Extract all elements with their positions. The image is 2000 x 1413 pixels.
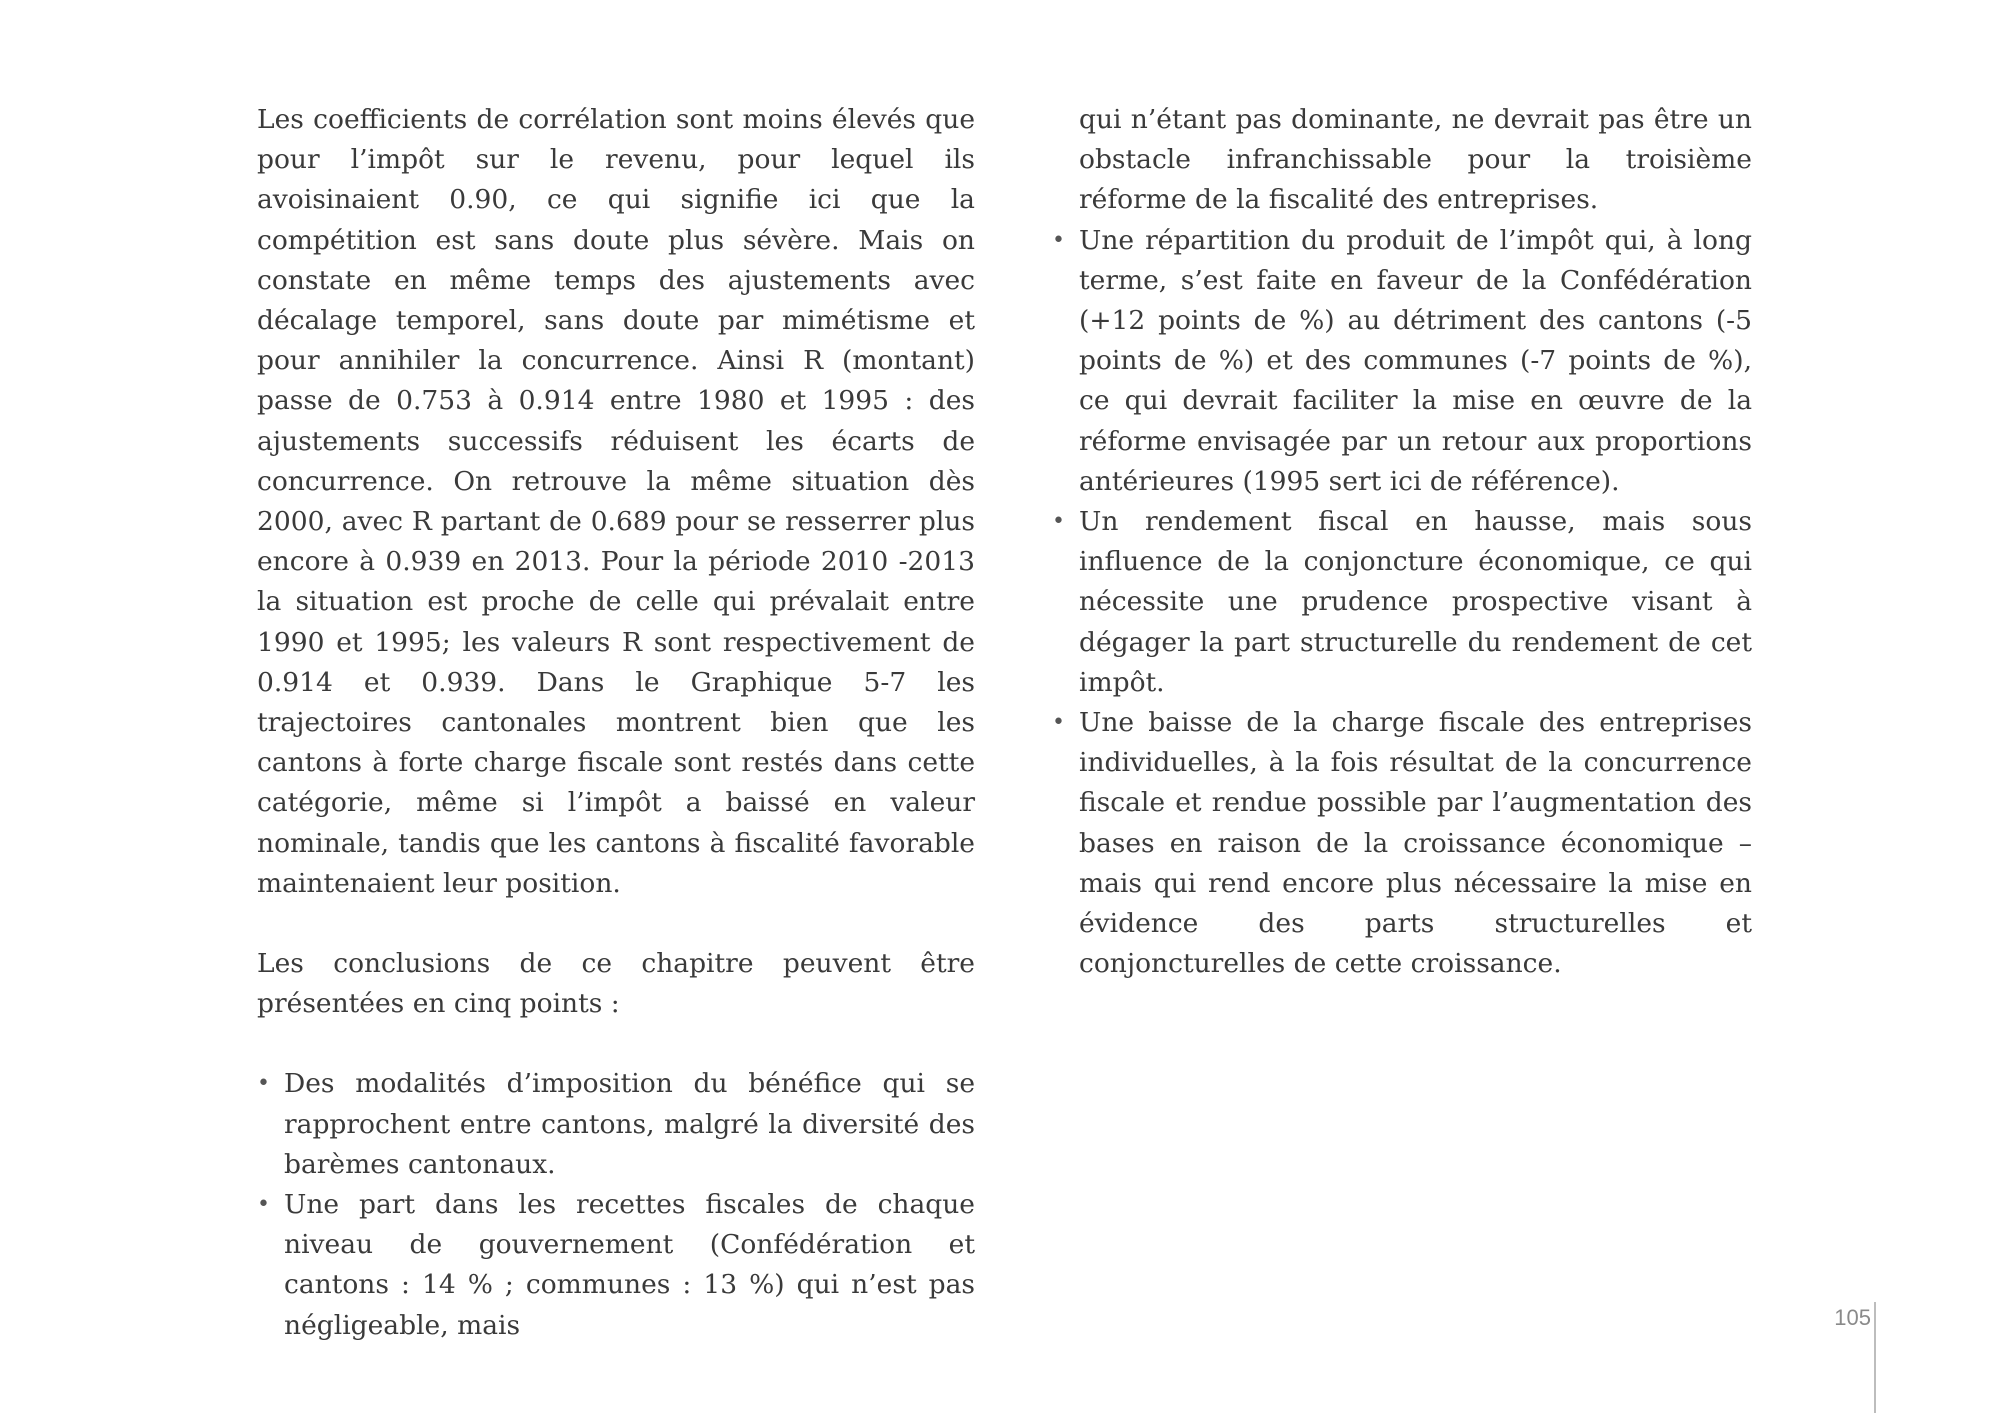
list-item — [1052, 221, 1752, 502]
page-number-divider — [1874, 1302, 1876, 1413]
list-item — [257, 1185, 975, 1346]
bullet-icon: • — [257, 1192, 270, 1218]
list-item-text: Une répartition du produit de l’impôt qui, à long terme, s’est faite en faveur de la Confédération (+12 points de %) au détriment des cantons (-5 points de %) et des communes (-7 points de %), ce qui devrait faciliter la mise en œuvre de la réforme envisagée par un retour aux proportions antérieures (1995 sert ici de référence). — [1079, 224, 1752, 497]
paragraph-correlation: Les coefficients de corrélation sont moins élevés que pour l’impôt sur le revenu, pour lequel ils avoisinaient 0.90, ce qui signifie ici que la compétition est sans doute plus sévère. Mais on constate en même temps des ajustements avec décalage temporel, sans doute par mimétisme et pour annihiler la concurrence. Ainsi R (montant) passe de 0.753 à 0.914 entre 1980 et 1995 : des ajustements successifs réduisent les écarts de concurrence. On retrouve la même situation dès 2000, avec R partant de 0.689 pour se resserrer plus encore à 0.939 en 2013. Pour la période 2010 -2013 la situation est proche de celle qui prévalait entre 1990 et 1995; les valeurs R sont respectivement de 0.914 et 0.939. Dans le Graphique 5-7 les trajectoires cantonales montrent bien que les cantons à forte charge fiscale sont restés dans cette catégorie, même si l’impôt a baissé en valeur nominale, tandis que les cantons à fiscalité favorable maintenaient leur position. — [257, 104, 975, 899]
paragraph-conclusions-intro: Les conclusions de ce chapitre peuvent être présentées en cinq points : — [257, 948, 975, 1020]
list-item — [1052, 502, 1752, 703]
list-item-text: Des modalités d’imposition du bénéfice qui se rapprochent entre cantons, malgré la diversité des barèmes cantonaux. — [284, 1068, 975, 1180]
list-item-text: Une baisse de la charge fiscale des entreprises individuelles, à la fois résultat de la concurrence fiscale et rendue possible par l’augmentation des bases en raison de la croissance économique – mais qui rend encore plus nécessaire la mise en évidence des parts structurelles et conjoncturelles de cette croissance. — [1079, 707, 1752, 980]
bullet-icon: • — [257, 1071, 270, 1097]
bullet-icon: • — [1052, 509, 1065, 535]
list-item — [257, 1064, 975, 1185]
list-item-text: Un rendement fiscal en hausse, mais sous influence de la conjoncture économique, ce qui nécessite une prudence prospective visant à dégager la part structurelle du rendement de cet impôt. — [1079, 506, 1752, 698]
right-column — [1052, 100, 1752, 984]
list-item-continuation: qui n’étant pas dominante, ne devrait pas être un obstacle infranchissable pour la troisième réforme de la fiscalité des entreprises. — [1079, 104, 1752, 216]
bullet-icon: • — [1052, 227, 1065, 253]
left-column — [257, 100, 975, 1346]
page-number: 105 — [1834, 1305, 1871, 1330]
conclusions-list-left — [257, 1064, 975, 1345]
list-item — [1052, 703, 1752, 984]
list-item-text: Une part dans les recettes fiscales de chaque niveau de gouvernement (Confédération et cantons : 14 % ; communes : 13 %) qui n’est pas négligeable, mais — [284, 1189, 975, 1341]
conclusions-list-right — [1052, 221, 1752, 985]
bullet-icon: • — [1052, 710, 1065, 736]
